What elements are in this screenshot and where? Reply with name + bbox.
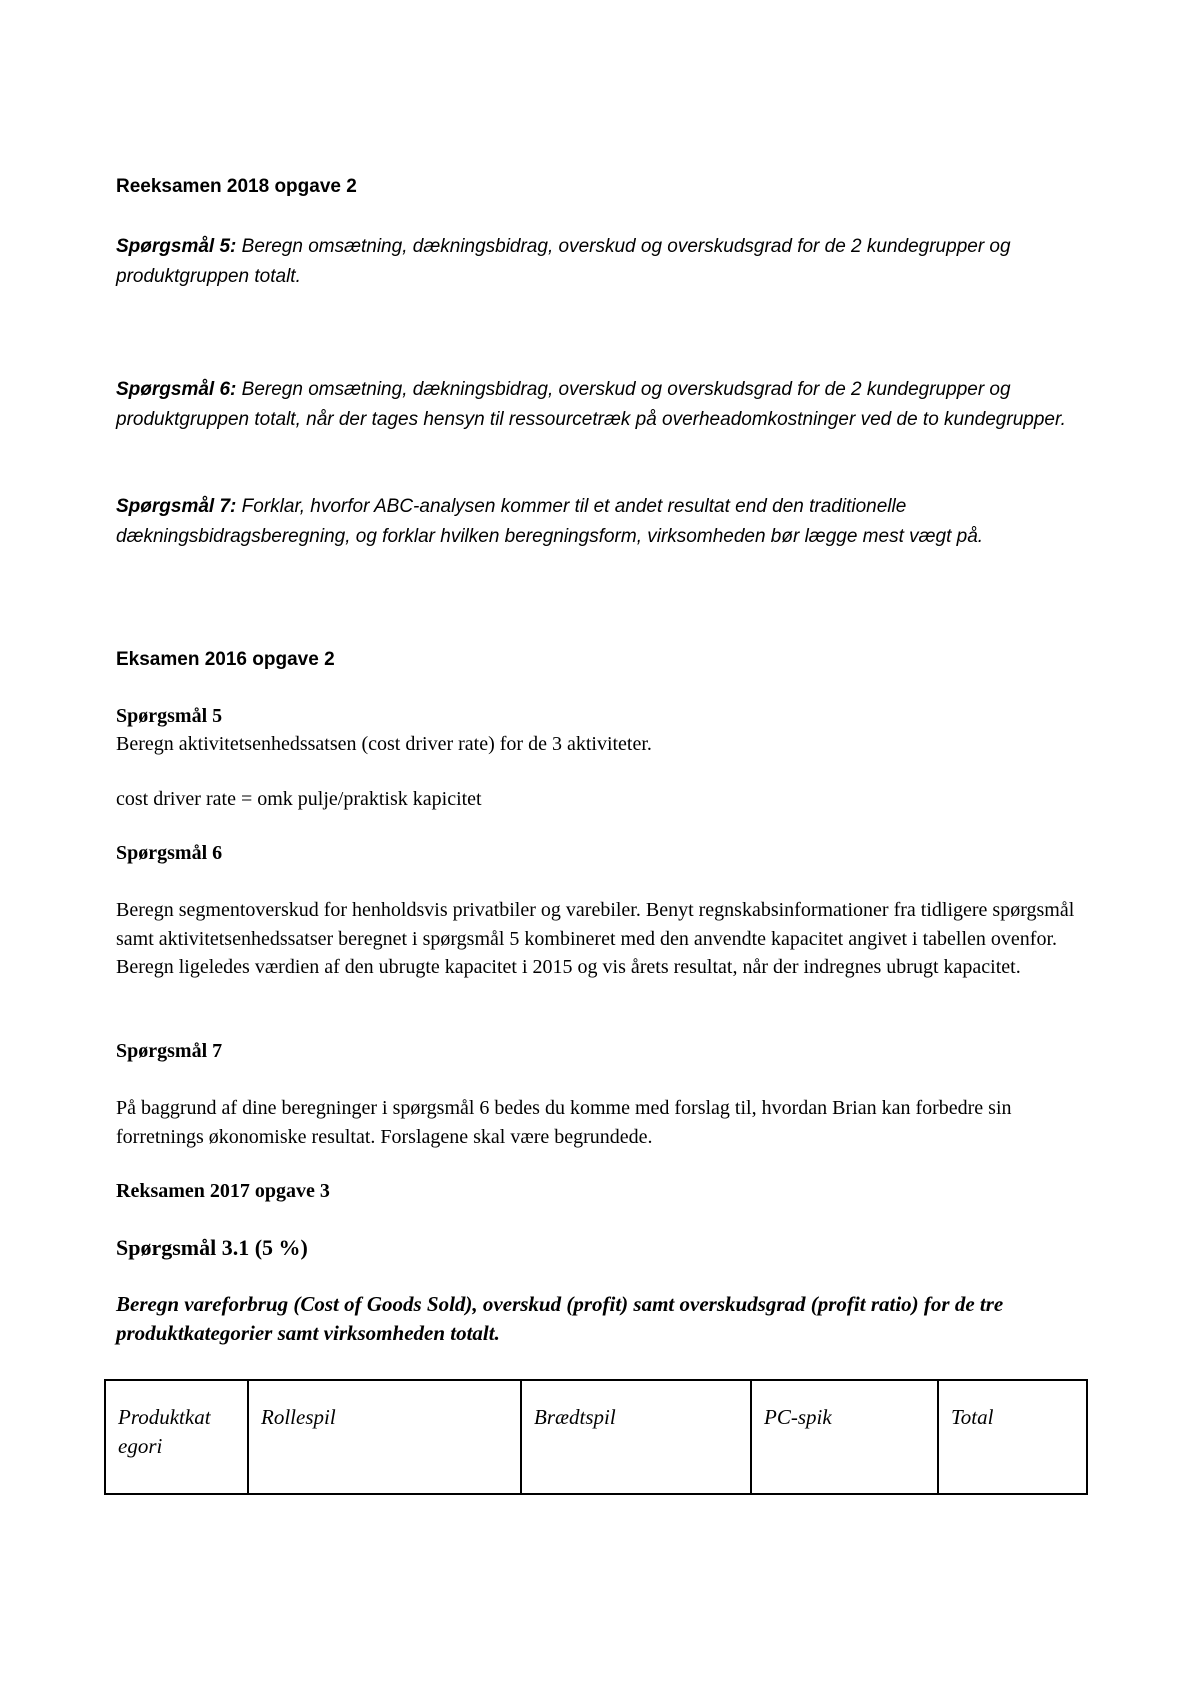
question-7-heading-eksamen-2016: Spørgsmål 7 <box>116 1040 223 1062</box>
question-text: Beregn omsætning, dækningsbidrag, overskud og overskudsgrad for de 2 kundegrupper og produktgruppen totalt. <box>116 236 1011 287</box>
table-header-cell: Produktkat egori <box>105 1380 248 1494</box>
section-heading-reeksamen-2018: Reeksamen 2018 opgave 2 <box>116 176 357 197</box>
question-label: Spørgsmål 7: <box>116 496 237 517</box>
question-7-text-eksamen-2016: På baggrund af dine beregninger i spørgsmål 6 bedes du komme med forslag til, hvordan Brian kan forbedre sin forretnings økonomiske resultat. Forslagene skal være begrundede. <box>116 1097 1012 1148</box>
question-label: Spørgsmål 5: <box>116 236 237 257</box>
question-6-reeksamen-2018 <box>116 375 1101 434</box>
table-header-cell: PC-spik <box>751 1380 938 1494</box>
question-5-text-eksamen-2016: Beregn aktivitetsenhedssatsen (cost driver rate) for de 3 aktiviteter. <box>116 733 652 755</box>
question-5-reeksamen-2018 <box>116 232 1101 291</box>
question-text: Forklar, hvorfor ABC-analysen kommer til et andet resultat end den traditionelle dækningsbidragsberegning, og forklar hvilken beregningsform, virksomheden bør lægge mest vægt på. <box>116 496 984 547</box>
section-heading-eksamen-2016: Eksamen 2016 opgave 2 <box>116 649 335 670</box>
table-header-cell: Rollespil <box>248 1380 521 1494</box>
table-header-cell: Brædtspil <box>521 1380 751 1494</box>
table-header-row <box>105 1380 1087 1494</box>
question-6-text-eksamen-2016: Beregn segmentoverskud for henholdsvis privatbiler og varebiler. Benyt regnskabsinformationer fra tidligere spørgsmål samt aktivitetsenhedssatser beregnet i spørgsmål 5 kombineret med den anvendte kapacitet angivet i tabellen ovenfor. Beregn ligeledes værdien af den ubrugte kapacitet i 2015 og vis årets resultat, når der indregnes ubrugt kapacitet. <box>116 899 1075 978</box>
section-heading-reksamen-2017: Reksamen 2017 opgave 3 <box>116 1180 330 1202</box>
question-3-1-heading: Spørgsmål 3.1 (5 %) <box>116 1235 308 1260</box>
question-3-1-text: Beregn vareforbrug (Cost of Goods Sold), overskud (profit) samt overskudsgrad (profit ratio) for de tre produktkategorier samt virksomheden totalt. <box>116 1292 1004 1345</box>
question-6-heading-eksamen-2016: Spørgsmål 6 <box>116 842 223 864</box>
question-text: Beregn omsætning, dækningsbidrag, overskud og overskudsgrad for de 2 kundegrupper og produktgruppen totalt, når der tages hensyn til ressourcetræk på overheadomkostninger ved de to kundegrupper. <box>116 379 1066 430</box>
question-5-heading-eksamen-2016: Spørgsmål 5 <box>116 705 223 727</box>
question-7-reeksamen-2018 <box>116 492 1101 551</box>
formula-cost-driver-rate: cost driver rate = omk pulje/praktisk kapicitet <box>116 788 482 810</box>
question-label: Spørgsmål 6: <box>116 379 237 400</box>
table-header-cell: Total <box>938 1380 1087 1494</box>
product-category-table <box>104 1379 1088 1495</box>
